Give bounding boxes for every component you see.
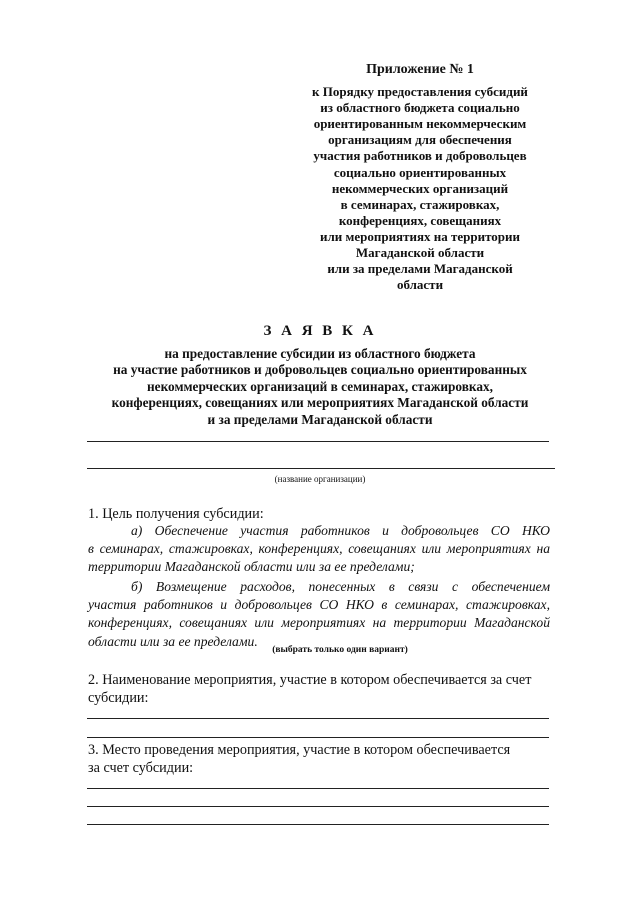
annex-line: некоммерческих организаций [331, 180, 509, 196]
org-name-line-2[interactable] [87, 468, 555, 469]
annex-line: или за пределами Магаданской [327, 261, 513, 277]
org-name-line-1[interactable] [87, 441, 549, 442]
subtitle-line: и за пределами Магаданской области [207, 411, 433, 427]
section3-fill-line-3[interactable] [87, 824, 549, 825]
annex-line: социально ориентированных [333, 164, 507, 180]
option-b-text: участия работников и добровольцев СО НКО в семинарах, стажировках, конференциях, совещаниях или мероприятиях на территории Магаданской области или за ее пределами. [88, 597, 550, 649]
annex-line: или мероприятиях на территории [319, 228, 521, 244]
option-a-first-line: а) Обеспечение участия работников и добровольцев СО НКО [131, 523, 550, 538]
org-name-caption: (название организации) [274, 474, 366, 484]
form-subtitle [70, 346, 570, 428]
section3-fill-line-1[interactable] [87, 788, 549, 789]
annex-line: ориентированным некоммерческим [313, 116, 527, 132]
subtitle-line: на участие работников и добровольцев социально ориентированных [113, 362, 527, 378]
section2-line1: 2. Наименование мероприятия, участие в котором обеспечивается за счет [88, 672, 532, 688]
option-b [88, 578, 550, 651]
subtitle-line: некоммерческих организаций в семинарах, стажировках, [147, 378, 493, 394]
section2-fill-line-1[interactable] [87, 718, 549, 719]
annex-line: в семинарах, стажировках, [340, 196, 500, 212]
annex-line: из областного бюджета социально [320, 100, 520, 116]
section3-fill-line-2[interactable] [87, 806, 549, 807]
section1-heading: 1. Цель получения субсидии: [88, 506, 264, 522]
annex-line: к Порядку предоставления субсидий [312, 84, 528, 100]
option-a [88, 522, 550, 577]
option-b-first-line: б) Возмещение расходов, понесенных в связи с обеспечением [131, 579, 550, 594]
annex-line: участия работников и добровольцев [313, 148, 527, 164]
section2-fill-line-2[interactable] [87, 737, 549, 738]
annex-line: конференциях, совещаниях [338, 212, 502, 228]
annex-title: Приложение № 1 [366, 62, 474, 77]
annex-line: области [396, 277, 444, 293]
form-title: З А Я В К А [263, 323, 377, 339]
annex-block [290, 62, 550, 293]
section3-line1: 3. Место проведения мероприятия, участие в котором обеспечивается [88, 742, 511, 758]
subtitle-line: конференциях, совещаниях или мероприятиях Магаданской области [111, 395, 529, 411]
section2-line2: субсидии: [88, 690, 149, 706]
section3-line2: за счет субсидии: [88, 760, 194, 776]
option-a-text: в семинарах, стажировках, конференциях, совещаниях или мероприятиях на территории Магаданской области или за ее пределами; [88, 541, 550, 575]
annex-line: организациям для обеспечения [328, 132, 512, 148]
subtitle-line: на предоставление субсидии из областного бюджета [164, 346, 476, 361]
annex-line: Магаданской области [355, 245, 485, 261]
choose-one-note: (выбрать только один вариант) [272, 645, 408, 655]
